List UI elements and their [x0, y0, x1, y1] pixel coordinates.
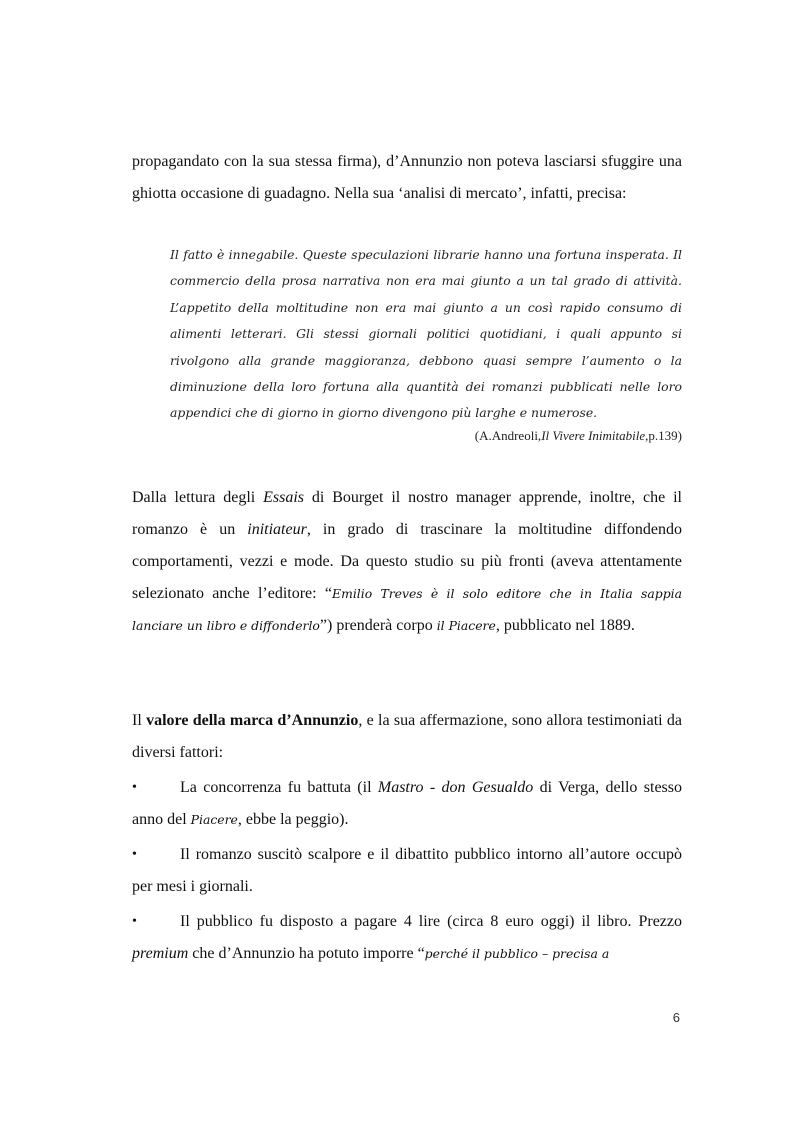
text-run: , in grado di trascinare la moltitudine diffondendo comportamenti, vezzi e mode. Da questo studio su più fronti (aveva attentamente selezionato anche l’editore: “: [132, 521, 682, 602]
text-run: Il: [132, 712, 147, 729]
brand-value-heading: valore della marca d’Annunzio: [146, 712, 359, 729]
factor-list: [132, 772, 682, 973]
paragraph-bourget: [132, 482, 682, 642]
block-quote: Il fatto è innegabile. Queste speculazioni librarie hanno una fortuna insperata. Il commercio della prosa narrativa non era mai giunto a un tal grado di attività. L’appetito della moltitudine non era mai giunto a un così rapido consumo di alimenti letterari. Gli stessi giornali politici quotidiani, i quali appunto si rivolgono alla grande maggioranza, debbono quasi sempre l’aumento o la diminuzione della loro fortuna alla quantità dei romanzi pubblicati nelle loro appendici che di giorno in giorno divengono più larghe e numerose.: [170, 247, 682, 421]
pubblico-quote: perché il pubblico – precisa a: [424, 946, 610, 961]
text-run: di Bourget il nostro manager apprende, inoltre, che il romanzo è un: [132, 489, 682, 538]
initiateur-term: initiateur: [247, 521, 307, 538]
text-run: , pubblicato nel 1889.: [495, 617, 635, 634]
list-item: [132, 906, 682, 970]
text-run: , ebbe la peggio).: [237, 811, 349, 828]
page-number: 6: [672, 1010, 680, 1025]
text-run: , e la sua affermazione, sono allora testimoniati da diversi fattori:: [132, 712, 682, 761]
text-run: Il pubblico fu disposto a pagare 4 lire (circa 8 euro oggi) il libro. Prezzo: [180, 913, 682, 930]
text-run: Dalla lettura degli: [132, 489, 264, 506]
piacere-title: Piacere: [190, 812, 238, 827]
text-run: La concorrenza fu battuta (il: [180, 779, 378, 796]
text-run: ”) prenderà corpo: [319, 617, 437, 634]
bullet-icon: •: [132, 780, 137, 795]
list-item: [132, 772, 682, 836]
paragraph-brand-value: [132, 705, 682, 769]
treves-quote: Emilio Treves è il solo editore che in Italia sappia lanciare un libro e diffonderlo: [132, 586, 683, 633]
quote-citation: [475, 426, 682, 446]
paragraph-market-analysis: propagandato con la sua stessa firma), d’Annunzio non poteva lasciarsi sfuggire una ghiotta occasione di guadagno. Nella sua ‘analisi di mercato’, infatti, precisa:: [132, 153, 682, 202]
piacere-title: il Piacere: [436, 618, 496, 633]
text-run: che d’Annunzio ha potuto imporre “: [188, 945, 425, 962]
citation-suffix: ,p.139): [645, 428, 682, 443]
essais-title: Essais: [263, 489, 305, 506]
list-item: [132, 839, 682, 903]
text-run: Il romanzo suscitò scalpore e il dibattito pubblico intorno all’autore occupò per mesi i giornali.: [132, 846, 682, 895]
premium-term: premium: [132, 945, 189, 962]
citation-prefix: (A.Andreoli,: [474, 428, 542, 443]
text-run: di Verga, dello stesso anno del: [132, 779, 683, 828]
citation-title: Il Vivere Inimitabile: [541, 428, 646, 443]
bullet-icon: •: [132, 847, 137, 862]
mastro-title: Mastro - don Gesualdo: [377, 779, 534, 796]
bullet-icon: •: [132, 914, 137, 929]
